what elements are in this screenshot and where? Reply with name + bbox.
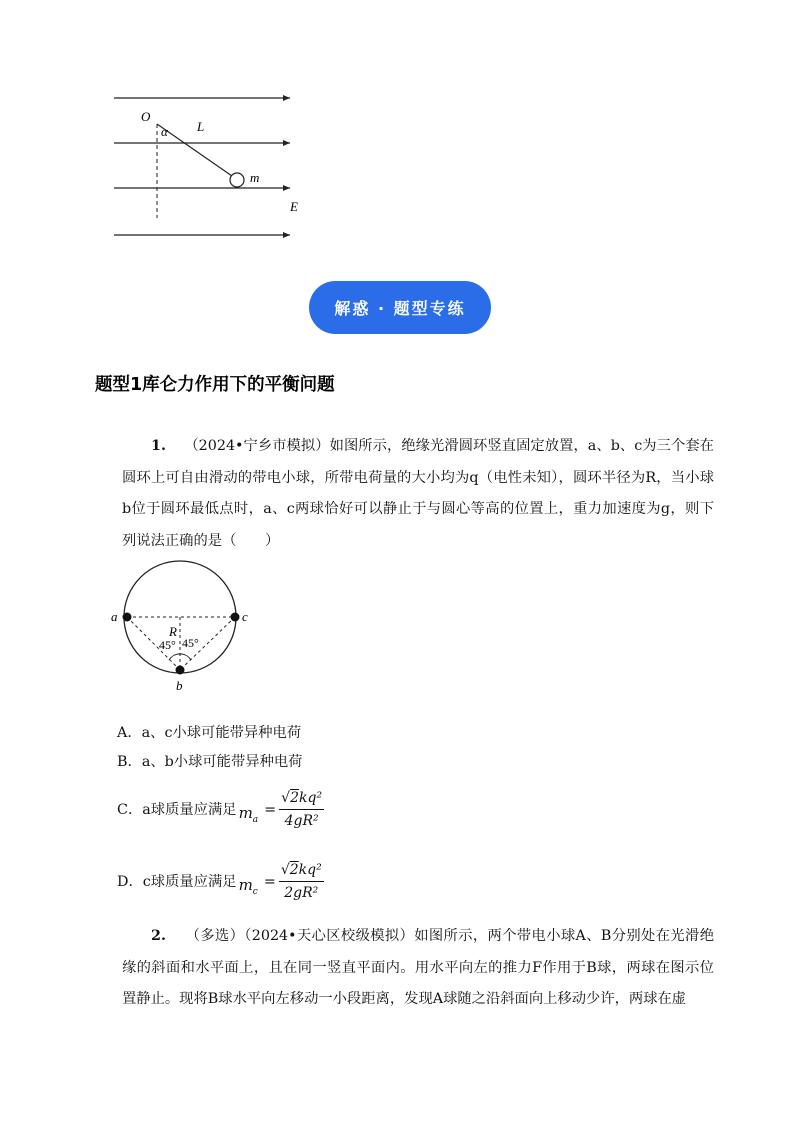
choice-d-text: c球质量应满足 [142,873,237,890]
choice-c-text: a球质量应满足 [142,801,237,818]
choice-b-text: a、b小球可能带异种电荷 [141,754,303,770]
label-angle-right: 45° [182,636,199,650]
label-l: L [197,119,205,134]
ball-b [176,666,185,675]
choice-a-text: a、c小球可能带异种电荷 [141,725,302,741]
ball-c [231,613,240,622]
choice-d[interactable]: D． c球质量应满足 $m_c$ = $\frac{\text{√2kq²}}{\text{2gR²}}$ [117,862,322,901]
choice-c-label: C． [117,801,143,818]
choice-c-formula: $\frac{\text{√2kq²}}{\text{4gR²}}$ [281,790,323,829]
question-2 [122,921,714,1016]
question-2-source: （2024•天心区校级模拟） [244,928,415,944]
question-2-text: 如图所示，两个带电小球A、B分别处在光滑绝缘的斜面和水平面上，且在同一竖直平面内。用水平向左的推力F作用于B球，两球在图示位置静止。现将B球水平向左移动一小段距离，发现A球随之沿斜面向上移动少许，两球在虚 [122,928,714,1007]
label-o: O [141,109,151,124]
question-1 [122,431,714,557]
pendulum-field-figure [100,84,310,244]
question-1-source: （2024•宁乡市模拟） [184,438,330,454]
label-r: R [169,624,177,639]
banner-text: 解惑 · 题型专练 [334,299,466,318]
label-m: m [250,170,260,185]
section-title: 题型1库仑力作用下的平衡问题 [95,375,335,395]
ring-charges-figure [105,557,265,695]
label-b: b [176,678,183,693]
ball-a [123,613,132,622]
question-2-tag: （多选） [185,928,245,944]
label-c: c [242,609,248,624]
choice-d-mass: $m_c$ [238,876,258,897]
choice-d-label: D． [117,873,143,890]
choice-b[interactable] [117,752,302,772]
section-banner [309,281,491,334]
question-1-number: 1. [151,438,166,454]
label-e: E [290,199,298,214]
choice-d-formula: $\frac{\text{√2kq²}}{\text{2gR²}}$ [280,862,322,901]
choice-b-label: B． [117,754,142,770]
question-1-text: 如图所示，绝缘光滑圆环竖直固定放置，a、b、c为三个套在圆环上可自由滑动的带电小球，所带电荷量的大小均为q（电性未知），圆环半径为R，当小球b位于圆环最低点时，a、c两球恰好可以静止于与圆心等高的位置上，重力加速度为g，则下列说法正确的是（ ） [122,438,714,549]
label-a: a [111,609,118,624]
choice-c-mass: $m_a$ [238,804,259,825]
choice-a[interactable] [117,723,301,743]
choice-a-label: A． [117,725,142,741]
question-2-number: 2. [151,928,166,944]
pendulum-ball [230,173,244,187]
choice-c[interactable]: C． a球质量应满足 $m_a$ = $\frac{\text{√2kq²}}{\text{4gR²}}$ [117,790,323,829]
label-angle-left: 45° [159,638,176,652]
label-alpha: α [161,124,168,139]
pendulum-string [157,124,232,176]
